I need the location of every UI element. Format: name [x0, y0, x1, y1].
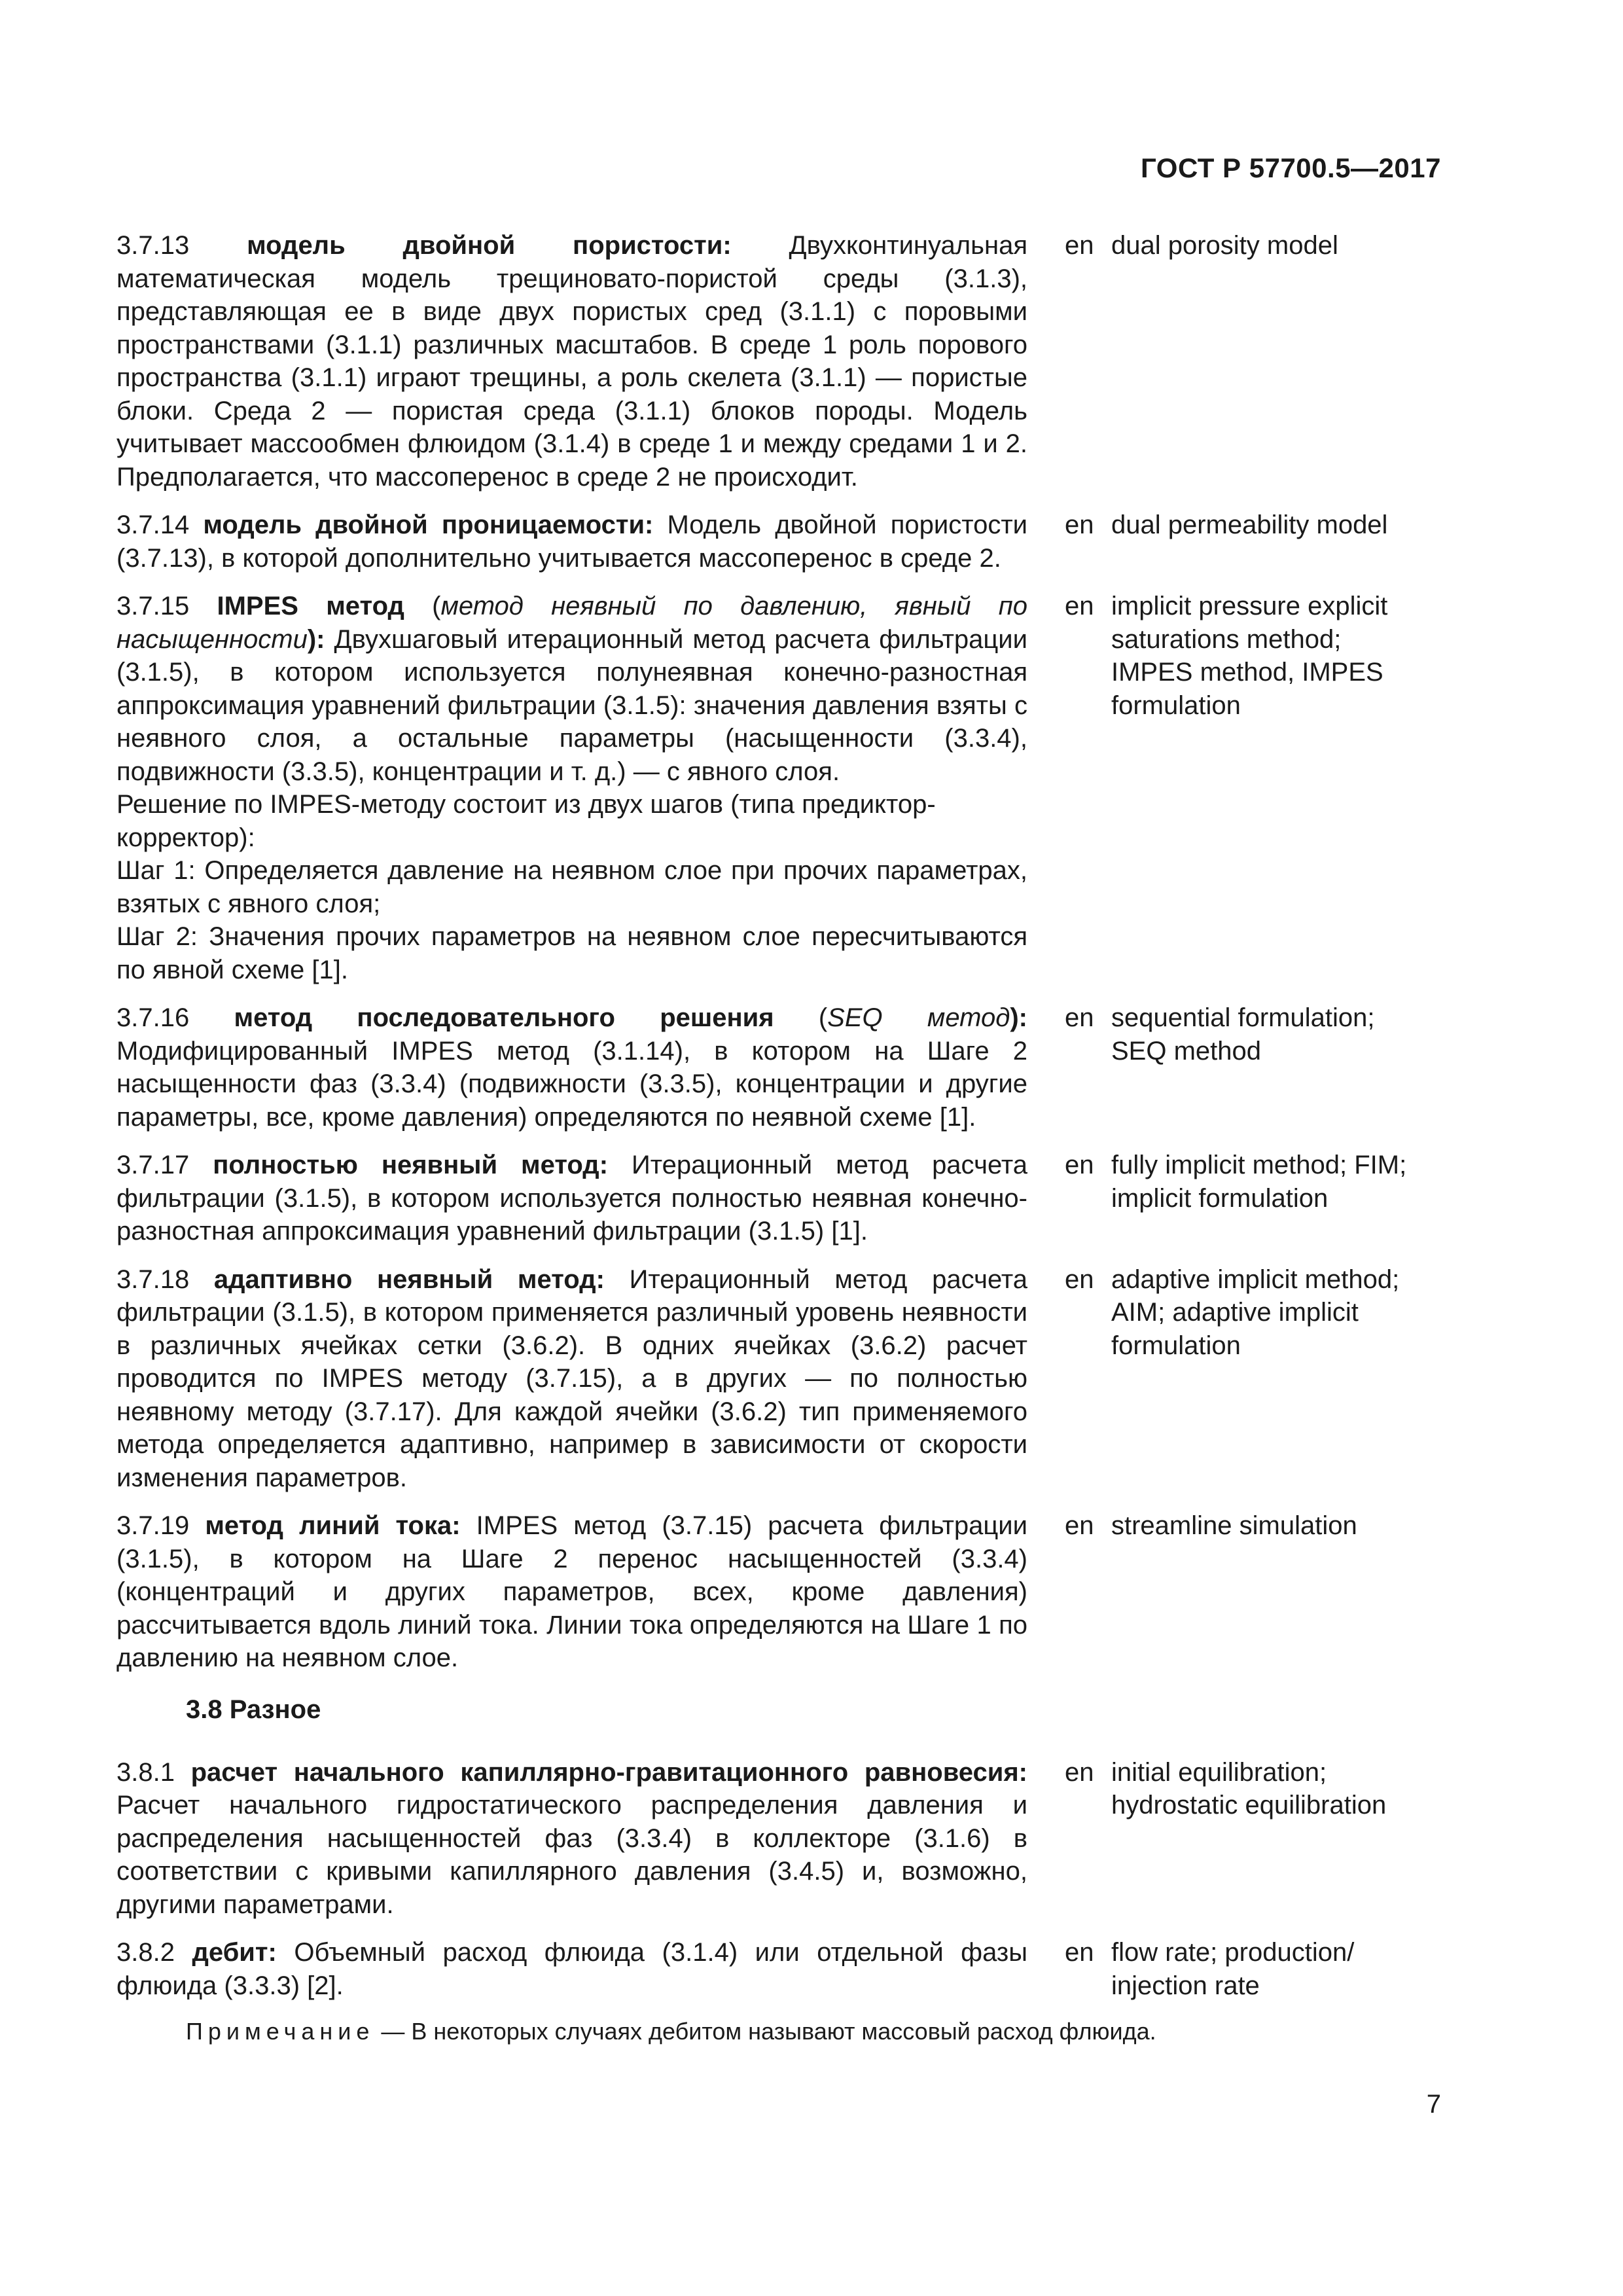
english-term	[1111, 1756, 1438, 1822]
term-entry	[116, 1936, 1445, 2002]
lang-code: en	[1065, 511, 1094, 539]
term-definition	[116, 509, 1027, 575]
term-def: Расчет начального гидростатического распределения давления и распределения насыщенностей фаз (3.3.4) в коллекторе (3.1.6) в соответствии с кривыми капиллярного давления (3.4.5) и, возможно, другими параметрами.	[116, 1791, 1027, 1919]
term-entry	[116, 1263, 1445, 1495]
term-entry	[116, 509, 1445, 575]
term-def: Двухшаговый итерационный метод расчета фильтрации (3.1.5), в котором используется полунеявная конечно-разностная аппроксимация уравнений фильтрации (3.1.5): значения давления взяты с неявного слоя, а остальные параметры (насыщенности (3.3.4), подвижности (3.3.5), концентрации и т. д.) — с явного слоя.	[116, 624, 1027, 786]
content	[116, 229, 1445, 2046]
lang-code: en	[1065, 592, 1094, 620]
term-name: метод последовательного решения	[234, 1003, 774, 1032]
term-definition	[116, 1936, 1027, 2002]
english-term-line: saturations method;	[1111, 624, 1342, 654]
english-term	[1111, 1149, 1438, 1215]
term-entry	[116, 1149, 1445, 1248]
lang-code: en	[1065, 1151, 1094, 1179]
term-number: 3.7.19	[116, 1511, 190, 1540]
term-definition	[116, 1149, 1027, 1248]
term-name: дебит:	[192, 1938, 277, 1967]
english-term-line: sequential formulation;	[1111, 1003, 1375, 1032]
term-definition	[116, 229, 1027, 493]
english-term	[1111, 229, 1438, 262]
english-term-line: dual permeability model	[1111, 511, 1388, 539]
english-term-line: streamline simulation	[1111, 1511, 1357, 1540]
lang-code: en	[1065, 1003, 1094, 1032]
english-term-line: implicit formulation	[1111, 1183, 1329, 1213]
term-entry	[116, 590, 1445, 986]
english-term-line: fully implicit method; FIM;	[1111, 1151, 1407, 1179]
term-entry	[116, 1001, 1445, 1134]
term-def-extra: Шаг 1: Определяется давление на неявном слое при прочих параметрах, взятых с явного слоя;	[116, 856, 1027, 918]
english-term-line: initial equilibration;	[1111, 1757, 1327, 1787]
english-term-line: AIM; adaptive implicit	[1111, 1298, 1359, 1327]
english-term-line: flow rate; production/	[1111, 1938, 1355, 1967]
english-term-line: injection rate	[1111, 1971, 1260, 2000]
lang-code: en	[1065, 231, 1094, 260]
term-number: 3.8.2	[116, 1938, 175, 1967]
term-def: Двухконтинуальная математическая модель трещиновато-пористой среды (3.1.3), представляющая ее в виде двух пористых сред (3.1.1) с поровыми пространствами (3.1.1) различных масштабов. В среде 1 роль порового пространства (3.1.1) играют трещины, а роль скелета (3.1.1) — пористые блоки. Среда 2 — пористая среда (3.1.1) блоков породы. Модель учитывает массообмен флюидом (3.1.4) в среде 1 и между средами 1 и 2. Предполагается, что массоперенос в среде 2 не происходит.	[116, 231, 1027, 492]
term-entry	[116, 1756, 1445, 1922]
term-number: 3.7.18	[116, 1265, 190, 1294]
term-def-extra: Шаг 2: Значения прочих параметров на неявном слое пересчитываются по явной схеме [1].	[116, 922, 1027, 984]
term-name: адаптивно неявный метод:	[213, 1265, 605, 1294]
term-entry	[116, 1509, 1445, 1675]
lang-code: en	[1065, 1757, 1094, 1787]
english-term-line: hydrostatic equilibration	[1111, 1791, 1387, 1820]
term-number: 3.8.1	[116, 1757, 175, 1787]
english-term	[1111, 509, 1438, 542]
lang-code: en	[1065, 1511, 1094, 1540]
page-number: 7	[1426, 2090, 1441, 2119]
paren-close: ):	[307, 624, 325, 654]
term-number: 3.7.16	[116, 1003, 190, 1032]
english-term-line: dual porosity model	[1111, 231, 1338, 260]
term-def: IMPES метод (3.7.15) расчета фильтрации (3.1.5), в котором на Шаге 2 перенос насыщенностей (3.3.4) (концентраций и других параметров, всех, кроме давления) рассчитывается вдоль линий тока. Линии тока определяются на Шаге 1 по давлению на неявном слое.	[116, 1511, 1027, 1672]
term-def: Модель двойной пористости (3.7.13), в которой дополнительно учитывается массоперенос в среде 2.	[116, 511, 1027, 573]
term-name: модель двойной проницаемости:	[203, 511, 654, 539]
note-label: Примечание	[186, 2018, 375, 2045]
term-name: IMPES метод	[217, 592, 404, 620]
term-definition	[116, 1001, 1027, 1134]
term-number: 3.7.13	[116, 231, 190, 260]
english-term-line: IMPES method, IMPES	[1111, 658, 1383, 687]
term-entry	[116, 229, 1445, 493]
term-def-extra: Решение по IMPES-методу состоит из двух шагов (типа предиктор-корректор):	[116, 790, 936, 852]
english-term	[1111, 1001, 1438, 1067]
term-name: метод линий тока:	[205, 1511, 461, 1540]
english-term	[1111, 1936, 1438, 2002]
english-term-line: SEQ method	[1111, 1036, 1262, 1066]
note	[186, 2017, 1445, 2046]
english-term-line: adaptive implicit method;	[1111, 1265, 1400, 1294]
english-term	[1111, 590, 1438, 722]
term-def: Итерационный метод расчета фильтрации (3.1.5), в котором используется полностью неявная конечно-разностная аппроксимация уравнений фильтрации (3.1.5) [1].	[116, 1151, 1027, 1246]
term-expansion: метод неявный по давлению, явный по насыщенности	[116, 592, 1027, 654]
term-number: 3.7.14	[116, 511, 190, 539]
english-term	[1111, 1509, 1438, 1543]
note-text: — В некоторых случаях дебитом называют массовый расход флюида.	[374, 2018, 1156, 2045]
paren-close: ):	[1010, 1003, 1027, 1032]
document-header: ГОСТ Р 57700.5—2017	[1141, 152, 1441, 183]
term-definition	[116, 1263, 1027, 1495]
term-definition	[116, 590, 1027, 986]
term-definition	[116, 1509, 1027, 1675]
english-term-line: formulation	[1111, 1331, 1241, 1360]
english-term	[1111, 1263, 1438, 1363]
english-term-line: implicit pressure explicit	[1111, 592, 1388, 620]
term-def: Итерационный метод расчета фильтрации (3.1.5), в котором применяется различный уровень неявности в различных ячейках сетки (3.6.2). В одних ячейках (3.6.2) расчет проводится по IMPES методу (3.7.15), а в других — по полностью неявному методу (3.7.17). Для каждой ячейки (3.6.2) тип применяемого метода определяется адаптивно, например в зависимости от скорости изменения параметров.	[116, 1265, 1027, 1492]
lang-code: en	[1065, 1265, 1094, 1294]
term-definition	[116, 1756, 1027, 1922]
term-number: 3.7.15	[116, 592, 190, 620]
term-number: 3.7.17	[116, 1151, 190, 1179]
english-term-line: formulation	[1111, 691, 1241, 720]
lang-code: en	[1065, 1938, 1094, 1967]
term-name: расчет начального капиллярно-гравитационного равновесия:	[190, 1757, 1027, 1787]
section-heading: 3.8 Разное	[186, 1695, 321, 1724]
term-def: Модифицированный IMPES метод (3.1.14), в котором на Шаге 2 насыщенности фаз (3.3.4) (подвижности (3.3.5), концентрации и другие параметры, все, кроме давления) определяются по неявной схеме [1].	[116, 1036, 1027, 1132]
paren-open: (	[774, 1003, 828, 1032]
term-name: модель двойной пористости:	[247, 231, 732, 260]
paren-open: (	[404, 592, 441, 620]
term-expansion: SEQ метод	[827, 1003, 1010, 1032]
term-def: Объемный расход флюида (3.1.4) или отдельной фазы флюида (3.3.3) [2].	[116, 1938, 1027, 2000]
term-name: полностью неявный метод:	[213, 1151, 609, 1179]
